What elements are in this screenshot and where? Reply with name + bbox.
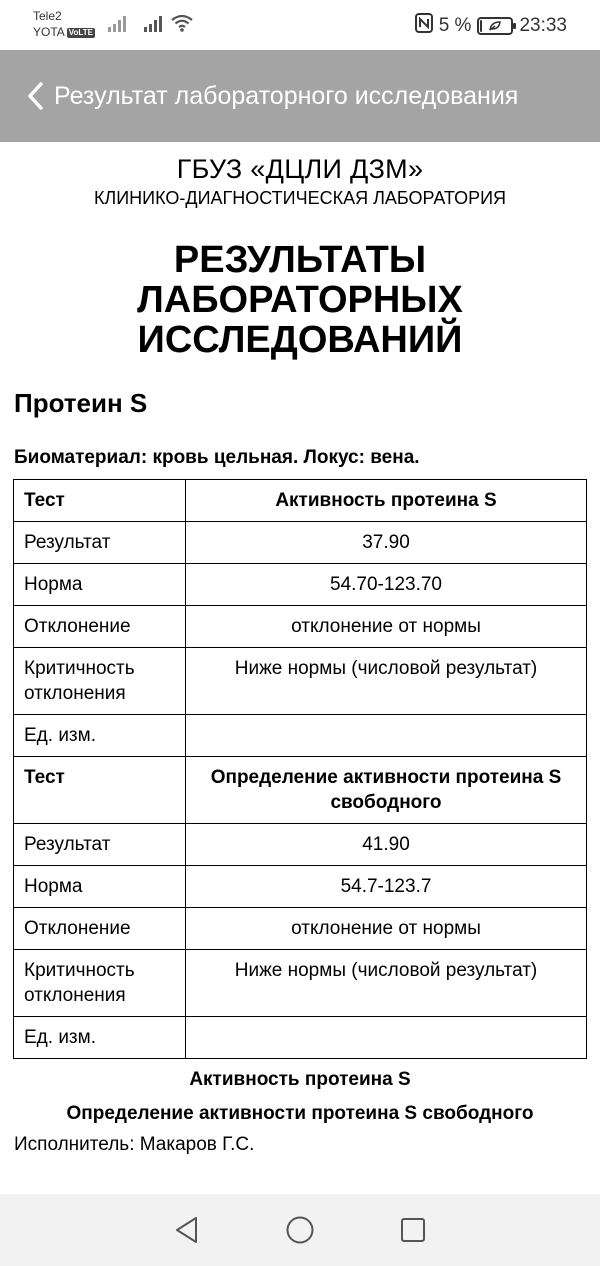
report-title: РЕЗУЛЬТАТЫ ЛАБОРАТОРНЫХ ИССЛЕДОВАНИЙ xyxy=(137,239,463,361)
recents-square-icon[interactable] xyxy=(393,1210,433,1250)
row-value xyxy=(186,1017,587,1059)
footer-test-2: Определение активности протеина S свободного xyxy=(66,1103,534,1124)
row-label: Результат xyxy=(14,522,186,564)
carrier-info xyxy=(33,8,95,40)
row-label: Тест xyxy=(14,757,186,824)
back-triangle-icon[interactable] xyxy=(167,1210,207,1250)
clock: 23:33 xyxy=(519,15,567,36)
battery-level xyxy=(480,20,482,32)
report-content xyxy=(0,142,600,1158)
wifi-icon xyxy=(170,13,194,33)
row-value: Активность протеина S xyxy=(186,480,587,522)
table-row xyxy=(14,757,587,824)
volte-badge: VoLTE xyxy=(68,28,93,37)
nfc-icon xyxy=(415,13,433,39)
row-value: Ниже нормы (числовой результат) xyxy=(186,950,587,1017)
app-bar xyxy=(0,50,600,142)
battery-percent: 5 % xyxy=(438,15,472,36)
table-row xyxy=(14,715,587,757)
row-value: 54.7-123.7 xyxy=(186,866,587,908)
signal-icon xyxy=(108,14,130,32)
status-bar xyxy=(0,0,600,50)
navigation-bar xyxy=(0,1194,600,1266)
row-label: Результат xyxy=(14,824,186,866)
row-value xyxy=(186,715,587,757)
chevron-left-icon[interactable] xyxy=(20,81,50,111)
results-table xyxy=(13,479,587,1059)
carrier-1: Tele2 xyxy=(33,9,62,23)
row-value: Определение активности протеина S свободного xyxy=(186,757,587,824)
row-value: отклонение от нормы xyxy=(186,908,587,950)
row-label: Норма xyxy=(14,866,186,908)
row-label: Критичность отклонения xyxy=(14,648,186,715)
executor: Исполнитель: Макаров Г.С. xyxy=(14,1134,255,1155)
table-row xyxy=(14,824,587,866)
row-label: Отклонение xyxy=(14,908,186,950)
table-row xyxy=(14,950,587,1017)
row-value: 54.70-123.70 xyxy=(186,564,587,606)
table-row xyxy=(14,908,587,950)
row-label: Ед. изм. xyxy=(14,715,186,757)
row-label: Норма xyxy=(14,564,186,606)
table-row xyxy=(14,522,587,564)
signal-icon xyxy=(144,14,166,32)
section-title: Протеин S xyxy=(14,388,148,418)
table-row xyxy=(14,606,587,648)
battery-icon xyxy=(477,17,513,35)
status-right xyxy=(415,13,567,39)
row-label: Ед. изм. xyxy=(14,1017,186,1059)
row-label: Критичность отклонения xyxy=(14,950,186,1017)
biomaterial-info: Биоматериал: кровь цельная. Локус: вена. xyxy=(14,447,420,468)
table-row xyxy=(14,1017,587,1059)
organization-name: ГБУЗ «ДЦЛИ ДЗМ» xyxy=(176,154,424,184)
row-value: Ниже нормы (числовой результат) xyxy=(186,648,587,715)
page-title: Результат лабораторного исследования xyxy=(54,81,519,110)
laboratory-name: КЛИНИКО-ДИАГНОСТИЧЕСКАЯ ЛАБОРАТОРИЯ xyxy=(93,188,507,208)
table-row xyxy=(14,866,587,908)
table-row xyxy=(14,648,587,715)
row-value: 41.90 xyxy=(186,824,587,866)
row-value: отклонение от нормы xyxy=(186,606,587,648)
carrier-2: YOTA xyxy=(33,25,65,39)
footer-test-1: Активность протеина S xyxy=(189,1069,411,1090)
row-label: Отклонение xyxy=(14,606,186,648)
row-value: 37.90 xyxy=(186,522,587,564)
table-row xyxy=(14,564,587,606)
home-circle-icon[interactable] xyxy=(280,1210,320,1250)
row-label: Тест xyxy=(14,480,186,522)
table-row xyxy=(14,480,587,522)
